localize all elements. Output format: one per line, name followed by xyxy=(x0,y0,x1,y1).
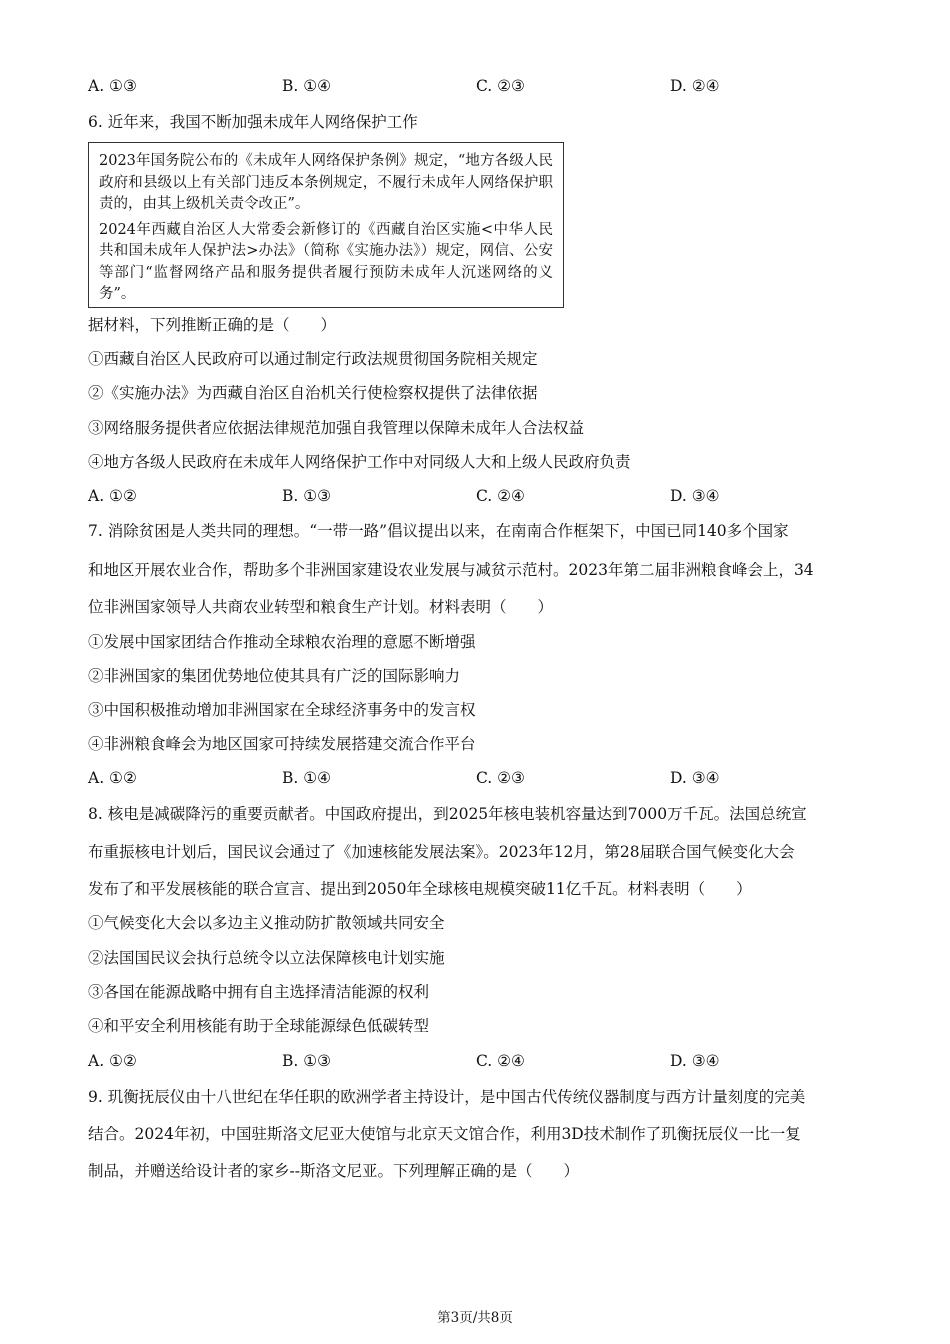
q7-stem-line-1: 7. 消除贫困是人类共同的理想。“一带一路”倡议提出以来，在南南合作框架下，中国已同140多个国家 xyxy=(88,522,789,540)
q7-option-c: C. ②③ xyxy=(476,769,525,787)
q8-option-b: B. ①③ xyxy=(282,1052,332,1070)
q7-item-2: ②非洲国家的集团优势地位使其具有广泛的国际影响力 xyxy=(88,667,461,685)
q8-stem-line-3: 发布了和平发展核能的联合宣言、提出到2050年全球核电规模突破11亿千瓦。材料表明（ ） xyxy=(88,880,752,898)
q6-options xyxy=(88,486,848,506)
q8-item-3: ③各国在能源战略中拥有自主选择清洁能源的权利 xyxy=(88,983,430,1001)
q5-options xyxy=(88,76,848,96)
q9-stem-line-2: 结合。2024年初，中国驻斯洛文尼亚大使馆与北京天文馆合作，利用3D技术制作了玑衡抚辰仪一比一复 xyxy=(88,1125,801,1143)
q8-stem-line-2: 布重振核电计划后，国民议会通过了《加速核能发展法案》。2023年12月，第28届联合国气候变化大会 xyxy=(88,843,795,861)
q7-stem-line-2: 和地区开展农业合作，帮助多个非洲国家建设农业发展与减贫示范村。2023年第二届非洲粮食峰会上，34 xyxy=(88,561,814,579)
page-number: 第3页/共8页 xyxy=(437,1310,513,1326)
q6-item-4: ④地方各级人民政府在未成年人网络保护工作中对同级人大和上级人民政府负责 xyxy=(88,453,631,471)
q8-item-2: ②法国国民议会执行总统令以立法保障核电计划实施 xyxy=(88,949,445,967)
q8-option-a: A. ①② xyxy=(88,1052,137,1070)
q9-stem-line-3: 制品，并赠送给设计者的家乡--斯洛文尼亚。下列理解正确的是（ ） xyxy=(88,1162,579,1180)
q8-item-1: ①气候变化大会以多边主义推动防扩散领域共同安全 xyxy=(88,914,445,932)
q8-stem-line-1: 8. 核电是减碳降污的重要贡献者。中国政府提出，到2025年核电装机容量达到7000万千瓦。法国总统宣 xyxy=(88,805,807,823)
q7-stem-line-3: 位非洲国家领导人共商农业转型和粮食生产计划。材料表明（ ） xyxy=(88,598,554,616)
q7-item-1: ①发展中国家团结合作推动全球粮农治理的意愿不断增强 xyxy=(88,633,476,651)
q6-item-1: ①西藏自治区人民政府可以通过制定行政法规贯彻国务院相关规定 xyxy=(88,350,538,368)
q6-item-2: ②《实施办法》为西藏自治区自治机关行使检察权提供了法律依据 xyxy=(88,384,538,402)
q8-options xyxy=(88,1051,848,1071)
q7-option-b: B. ①④ xyxy=(282,769,332,787)
q6-option-c: C. ②④ xyxy=(476,487,525,505)
q7-item-3: ③中国积极推动增加非洲国家在全球经济事务中的发言权 xyxy=(88,701,476,719)
q5-option-a: A. ①③ xyxy=(88,77,137,95)
q6-material-para-2: 2024年西藏自治区人大常委会新修订的《西藏自治区实施<中华人民共和国未成年人保护法>办法》（简称《实施办法》）规定，网信、公安等部门“监督网络产品和服务提供者履行预防未成年人沉迷网络的义务”。 xyxy=(99,221,553,302)
q6-item-3: ③网络服务提供者应依据法律规范加强自我管理以保障未成年人合法权益 xyxy=(88,419,585,437)
q5-option-b: B. ①④ xyxy=(282,77,332,95)
q5-option-c: C. ②③ xyxy=(476,77,525,95)
q6-option-a: A. ①② xyxy=(88,487,137,505)
q8-item-4: ④和平安全利用核能有助于全球能源绿色低碳转型 xyxy=(88,1017,430,1035)
q6-question: 据材料，下列推断正确的是（ ） xyxy=(88,316,337,334)
q7-option-a: A. ①② xyxy=(88,769,137,787)
q7-option-d: D. ③④ xyxy=(670,769,720,787)
q6-option-b: B. ①③ xyxy=(282,487,332,505)
q6-material-para-1: 2023年国务院公布的《未成年人网络保护条例》规定，“地方各级人民政府和县级以上有关部门违反本条例规定，不履行未成年人网络保护职责的，由其上级机关责令改正”。 xyxy=(99,153,553,212)
q6-material-box xyxy=(88,142,564,308)
q7-item-4: ④非洲粮食峰会为地区国家可持续发展搭建交流合作平台 xyxy=(88,735,476,753)
q7-options xyxy=(88,768,848,788)
q6-stem: 6. 近年来，我国不断加强未成年人网络保护工作 xyxy=(88,113,418,131)
q9-stem-line-1: 9. 玑衡抚辰仪由十八世纪在华任职的欧洲学者主持设计，是中国古代传统仪器制度与西方计量刻度的完美 xyxy=(88,1088,806,1106)
q8-option-d: D. ③④ xyxy=(670,1052,720,1070)
q5-option-d: D. ②④ xyxy=(670,77,720,95)
q6-option-d: D. ③④ xyxy=(670,487,720,505)
q8-option-c: C. ②④ xyxy=(476,1052,525,1070)
